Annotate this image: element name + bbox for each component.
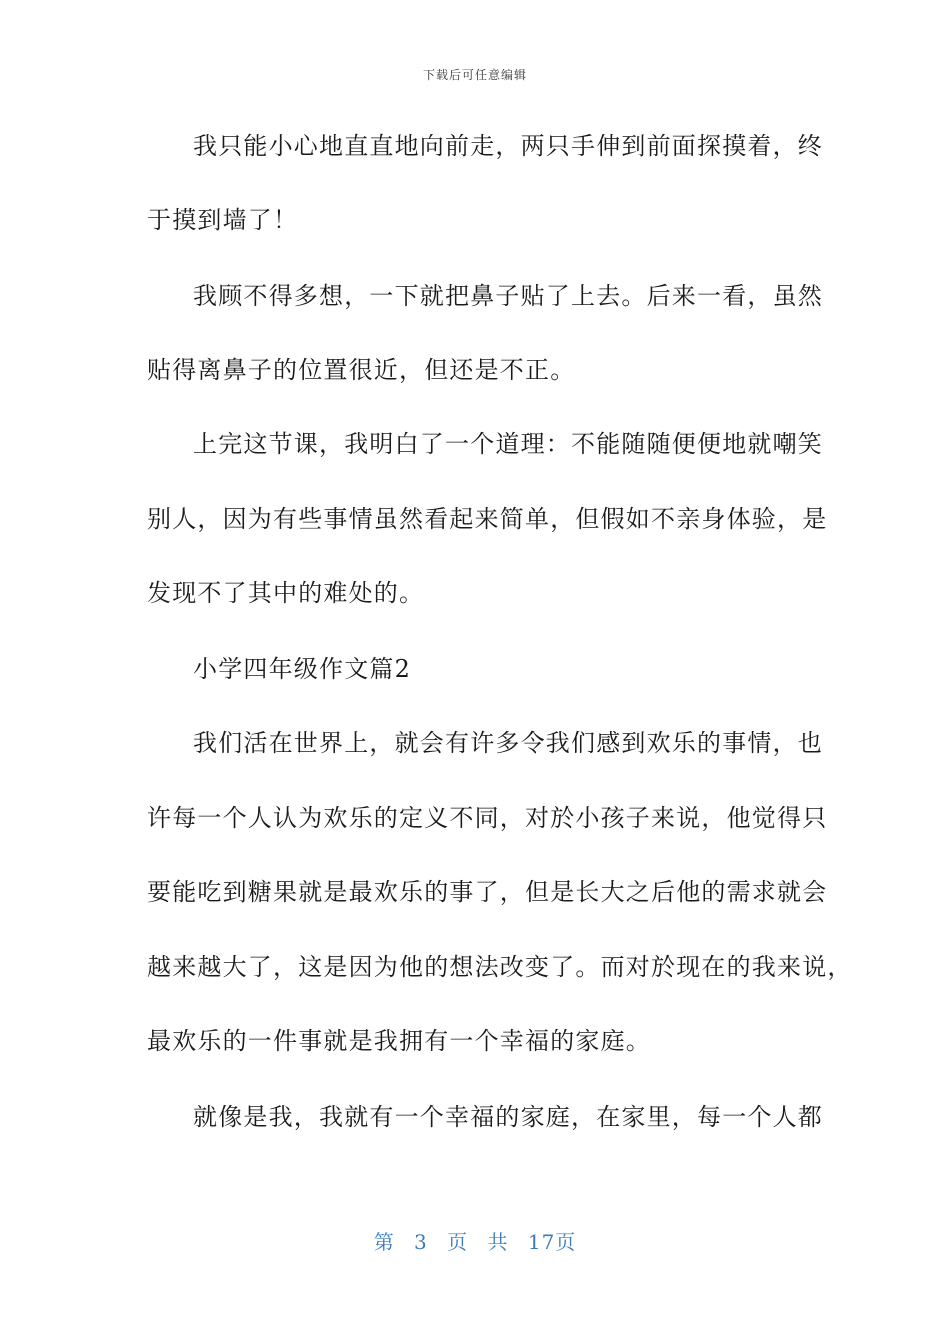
text-line: 最欢乐的一件事就是我拥有一个幸福的家庭。 xyxy=(147,1027,651,1055)
text-line: 于摸到墙了！ xyxy=(147,206,299,234)
footer-label: 共 xyxy=(487,1230,509,1254)
text-line: 上完这节课，我明白了一个道理：不能随随便便地就嘲笑 xyxy=(193,430,823,458)
page-footer xyxy=(0,1226,950,1255)
text-line: 我顾不得多想，一下就把鼻子贴了上去。后来一看，虽然 xyxy=(193,282,823,310)
text-line: 发现不了其中的难处的。 xyxy=(147,579,425,607)
page-header: 下载后可任意编辑 xyxy=(422,68,527,82)
total-pages: 17页 xyxy=(527,1230,577,1254)
current-page-number: 3 xyxy=(414,1230,428,1254)
footer-label: 页 xyxy=(447,1230,469,1254)
section-heading: 小学四年级作文篇2 xyxy=(193,655,412,683)
text-line: 别人，因为有些事情虽然看起来简单，但假如不亲身体验，是 xyxy=(147,505,828,533)
footer-label: 第 xyxy=(373,1230,395,1254)
text-line: 要能吃到糖果就是最欢乐的事了，但是长大之后他的需求就会 xyxy=(147,878,828,906)
text-line: 就像是我，我就有一个幸福的家庭，在家里，每一个人都 xyxy=(193,1103,823,1131)
text-line: 我们活在世界上，就会有许多令我们感到欢乐的事情，也 xyxy=(193,729,823,757)
text-line: 贴得离鼻子的位置很近，但还是不正。 xyxy=(147,356,576,384)
text-line: 许每一个人认为欢乐的定义不同，对於小孩子来说，他觉得只 xyxy=(147,804,828,832)
text-line: 越来越大了，这是因为他的想法改变了。而对於现在的我来说， xyxy=(147,953,853,981)
text-line: 我只能小心地直直地向前走，两只手伸到前面探摸着，终 xyxy=(193,132,823,160)
